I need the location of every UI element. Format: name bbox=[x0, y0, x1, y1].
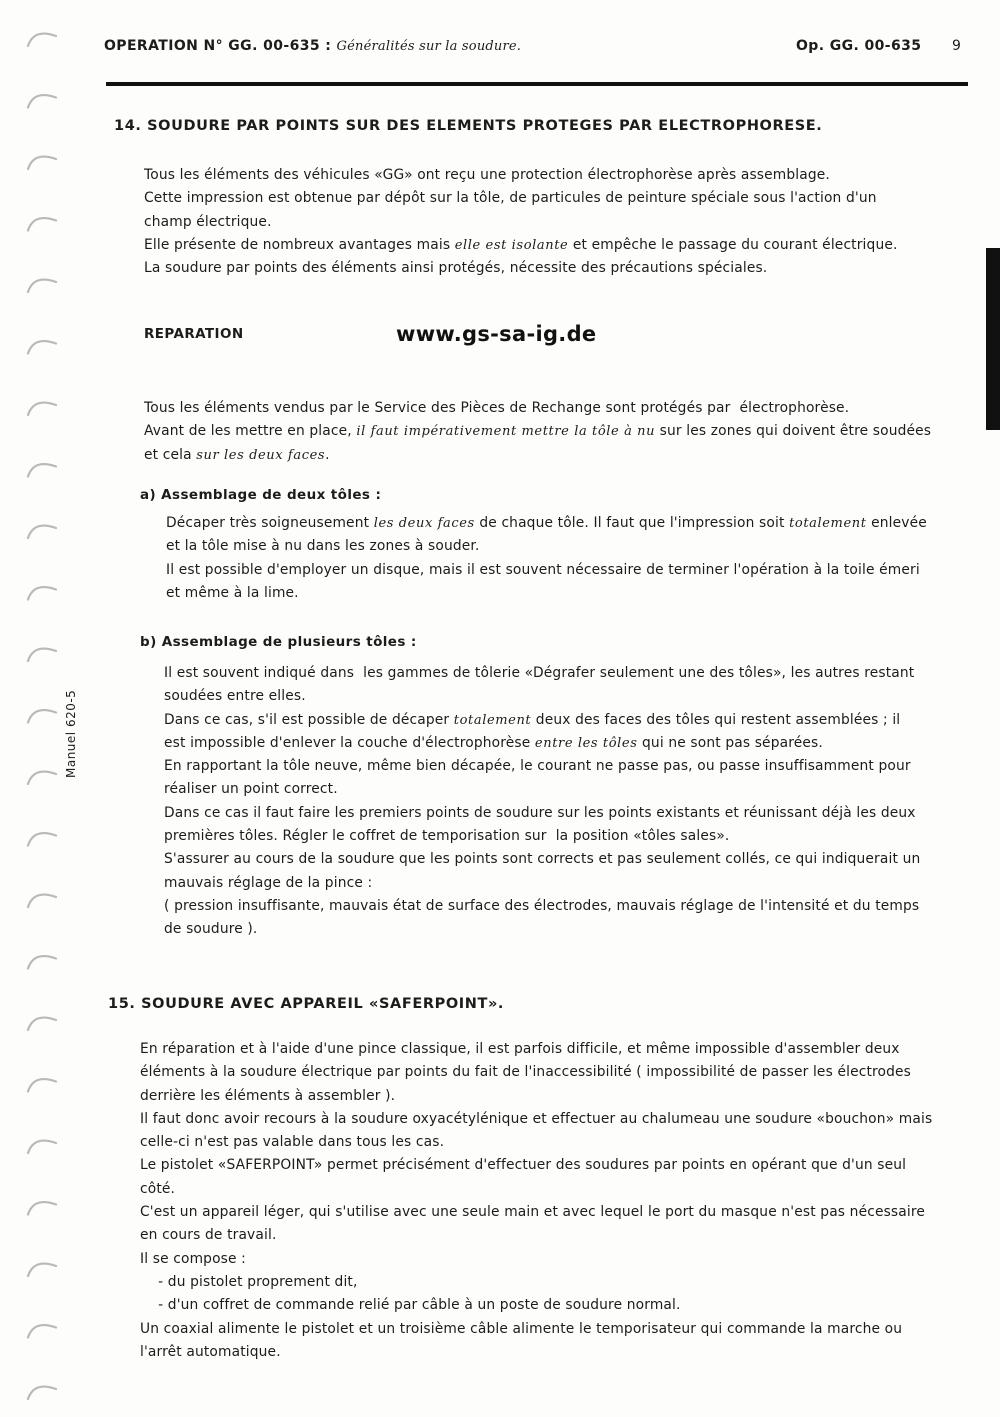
text-line: champ électrique. bbox=[144, 213, 272, 230]
text-line: C'est un appareil léger, qui s'utilise avec une seule main et avec lequel le port du masque n'est pas nécessaire bbox=[140, 1204, 925, 1221]
binder-hole-mark bbox=[28, 1079, 56, 1091]
binder-holes bbox=[0, 0, 70, 1417]
text-line: En réparation et à l'aide d'une pince classique, il est parfois difficile, et même impossible d'assembler deux bbox=[140, 1041, 900, 1057]
binder-hole-mark bbox=[28, 341, 56, 353]
text-line: réaliser un point correct. bbox=[164, 781, 338, 798]
page-header bbox=[104, 38, 964, 62]
text-line: est impossible d'enlever la couche d'électrophorèse entre les tôles qui ne sont pas séparées. bbox=[164, 734, 823, 751]
binder-hole-mark bbox=[28, 649, 56, 661]
text-line: Il est possible d'employer un disque, mais il est souvent nécessaire de terminer l'opération à la toile émeri bbox=[166, 561, 920, 578]
binder-hole-mark bbox=[28, 895, 56, 907]
text-line: Il se compose : bbox=[140, 1250, 246, 1267]
binder-hole-mark bbox=[28, 526, 56, 538]
text-line: ( pression insuffisante, mauvais état de surface des électrodes, mauvais réglage de l'intensité et du temps bbox=[164, 897, 920, 914]
header-rule bbox=[106, 82, 968, 86]
text-line: mauvais réglage de la pince : bbox=[164, 874, 373, 891]
text-line: En rapportant la tôle neuve, même bien décapée, le courant ne passe pas, ou passe insuffisamment pour bbox=[164, 758, 911, 775]
text-line: Il faut donc avoir recours à la soudure oxyacétylénique et effectuer au chalumeau une soudure «bouchon» mais bbox=[140, 1110, 933, 1127]
subsection-a-text bbox=[166, 512, 927, 605]
binder-hole-mark bbox=[28, 710, 56, 722]
text-line: Elle présente de nombreux avantages mais elle est isolante et empêche le passage du courant électrique. bbox=[144, 236, 898, 253]
text-line: de soudure ). bbox=[164, 921, 258, 938]
text-line: Avant de les mettre en place, il faut impérativement mettre la tôle à nu sur les zones qui doivent être soudées bbox=[144, 423, 932, 440]
text-line: Un coaxial alimente le pistolet et un troisième câble alimente le temporisateur qui commande la marche ou bbox=[140, 1320, 903, 1337]
subsection-a-title: a) Assemblage de deux tôles : bbox=[140, 487, 382, 503]
text-line: soudées entre elles. bbox=[164, 688, 306, 705]
subsection-b-text bbox=[164, 662, 920, 942]
text-line: et cela sur les deux faces. bbox=[144, 446, 330, 463]
binder-hole-mark bbox=[28, 772, 56, 784]
text-line: La soudure par points des éléments ainsi protégés, nécessite des précautions spéciales. bbox=[144, 260, 768, 277]
section-14-title: 14. SOUDURE PAR POINTS SUR DES ELEMENTS PROTEGES PAR ELECTROPHORESE. bbox=[114, 118, 823, 134]
binder-hole-mark bbox=[28, 1387, 56, 1399]
text-line: Le pistolet «SAFERPOINT» permet précisément d'effectuer des soudures par points en opérant que d'un seul bbox=[140, 1157, 907, 1174]
section-tab-marker bbox=[986, 248, 1000, 430]
section-14-text bbox=[144, 164, 898, 280]
reparation-title: REPARATION bbox=[144, 326, 244, 342]
reparation-text bbox=[144, 397, 931, 467]
binder-hole-mark bbox=[28, 280, 56, 292]
subsection-b-title: b) Assemblage de plusieurs tôles : bbox=[140, 634, 417, 650]
binder-hole-mark bbox=[28, 403, 56, 415]
text-line: celle-ci n'est pas valable dans tous les cas. bbox=[140, 1134, 445, 1151]
text-line: - d'un coffret de commande relié par câble à un poste de soudure normal. bbox=[140, 1297, 681, 1314]
text-line: Dans ce cas il faut faire les premiers points de soudure sur les points existants et réunissant déjà les deux bbox=[164, 804, 916, 821]
text-line: Dans ce cas, s'il est possible de décaper totalement deux des faces des tôles qui restent assemblées ; il bbox=[164, 711, 901, 728]
operation-subtitle: Généralités sur la soudure. bbox=[336, 39, 522, 54]
text-line: Tous les éléments des véhicules «GG» ont reçu une protection électrophorèse après assemblage. bbox=[144, 167, 830, 183]
text-line: Il est souvent indiqué dans les gammes de tôlerie «Dégrafer seulement une des tôles», les autres restant bbox=[164, 665, 915, 681]
text-line: éléments à la soudure électrique par points du fait de l'inaccessibilité ( impossibilité de passer les électrodes bbox=[140, 1064, 911, 1081]
binder-hole-mark bbox=[28, 956, 56, 968]
text-line: Tous les éléments vendus par le Service des Pièces de Rechange sont protégés par électrophorèse. bbox=[144, 400, 850, 416]
section-15-title: 15. SOUDURE AVEC APPAREIL «SAFERPOINT». bbox=[108, 996, 505, 1012]
binder-hole-mark bbox=[28, 34, 56, 46]
binder-hole-mark bbox=[28, 1264, 56, 1276]
operation-number: OPERATION N° GG. 00-635 : bbox=[104, 38, 337, 54]
binder-hole-mark bbox=[28, 587, 56, 599]
binder-hole-mark bbox=[28, 1141, 56, 1153]
binder-hole-mark bbox=[28, 157, 56, 169]
text-line: derrière les éléments à assembler ). bbox=[140, 1087, 396, 1104]
text-line: et la tôle mise à nu dans les zones à souder. bbox=[166, 538, 480, 555]
text-line: Décaper très soigneusement les deux faces de chaque tôle. Il faut que l'impression soit totalement enlevée bbox=[166, 515, 927, 531]
binder-hole-mark bbox=[28, 1018, 56, 1030]
text-line: en cours de travail. bbox=[140, 1227, 277, 1244]
text-line: premières tôles. Régler le coffret de temporisation sur la position «tôles sales». bbox=[164, 828, 730, 845]
binder-holes-svg bbox=[0, 0, 70, 1417]
page-number: 9 bbox=[952, 38, 962, 54]
website-watermark: www.gs-sa-ig.de bbox=[396, 322, 597, 346]
operation-title bbox=[104, 38, 521, 54]
text-line: côté. bbox=[140, 1180, 176, 1197]
binder-hole-mark bbox=[28, 218, 56, 230]
text-line: l'arrêt automatique. bbox=[140, 1343, 281, 1360]
text-line: S'assurer au cours de la soudure que les points sont corrects et pas seulement collés, ce qui indiquerait un bbox=[164, 851, 921, 868]
manual-side-label: Manuel 620-5 bbox=[64, 689, 78, 778]
section-15-text bbox=[140, 1038, 932, 1364]
binder-hole-mark bbox=[28, 833, 56, 845]
binder-hole-mark bbox=[28, 1202, 56, 1214]
text-line: et même à la lime. bbox=[166, 584, 299, 601]
text-line: - du pistolet proprement dit, bbox=[140, 1273, 358, 1290]
binder-hole-mark bbox=[28, 95, 56, 107]
operation-reference: Op. GG. 00-635 bbox=[796, 38, 922, 54]
text-line: Cette impression est obtenue par dépôt sur la tôle, de particules de peinture spéciale sous l'action d'un bbox=[144, 190, 877, 207]
binder-hole-mark bbox=[28, 1325, 56, 1337]
binder-hole-mark bbox=[28, 464, 56, 476]
